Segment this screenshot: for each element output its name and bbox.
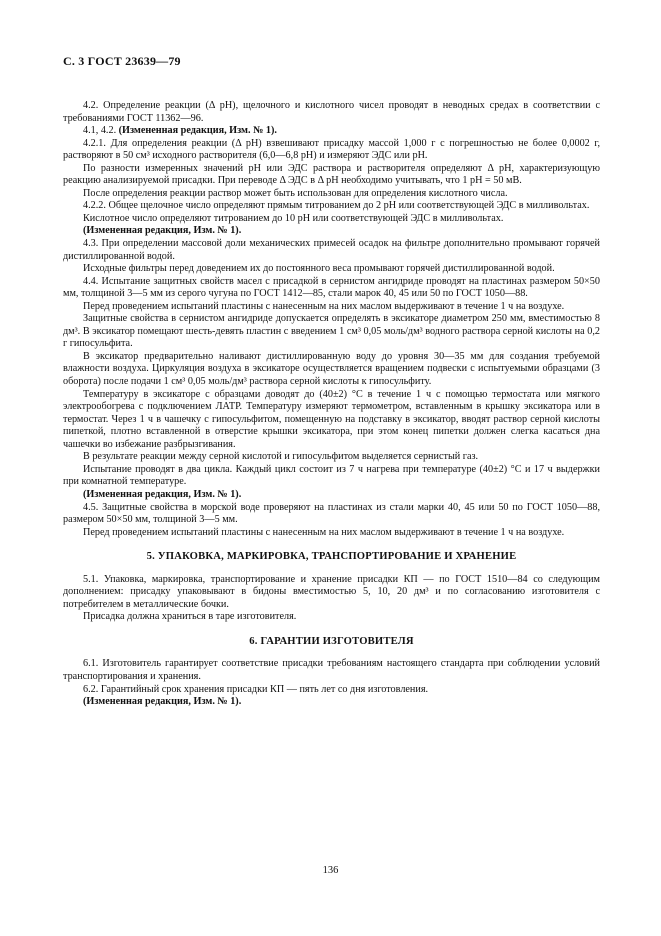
amendment-label: (Измененная редакция, Изм. № 1). xyxy=(118,125,277,137)
paragraph-temperature: Температуру в эксикаторе с образцами доводят до (40±2) °С в течение 1 ч с помощью термостата или мягкого электрообогрева с подключением ЛАТР. Температуру измеряют термометром, вставленным в крышку эксикатора или в термостат. Через 1 ч в чашечку с гипосульфитом, помещенную на подставку в эксикатор, вводят раствор серной кислоты пипеткой, плотно вставленной в отверстие крышки эксикатора, при этом конец пипетки должен слегка касаться дна чашечки во избежание разбрызгивания. xyxy=(63,388,600,450)
page-header: С. 3 ГОСТ 23639—79 xyxy=(63,54,181,68)
amendment-note: (Измененная редакция, Изм. № 1). xyxy=(83,488,242,500)
amendment-note-4-1-4-2 xyxy=(63,125,600,138)
paragraph-filters: Исходные фильтры перед доведением их до постоянного веса промывают горячей дистиллированной водой. xyxy=(83,263,555,275)
amendment-note: (Измененная редакция, Изм. № 1). xyxy=(83,696,242,708)
paragraph-ph-difference: По разности измеренных значений pH или ЭДС раствора и растворителя определяют Δ pH, характеризующую реакцию анализируемой присадки. При переводе Δ ЭДС в Δ pH необходимо учитывать, что 1 pH = 50 мВ. xyxy=(63,162,600,187)
paragraph-air-exposure: Перед проведением испытаний пластины с нанесенным на них маслом выдерживают в течение 1 ч на воздухе. xyxy=(83,300,565,312)
paragraph-storage: Присадка должна храниться в таре изготовителя. xyxy=(83,611,297,623)
paragraph-4-2-2: 4.2.2. Общее щелочное число определяют прямым титрованием до 2 pH или соответствующей ЭДС в милливольтах. xyxy=(83,200,590,212)
paragraph-reuse-solution: После определения реакции раствор может быть использован для определения кислотного числа. xyxy=(83,187,508,199)
section-6-heading: 6. ГАРАНТИИ ИЗГОТОВИТЕЛЯ xyxy=(249,635,414,647)
paragraph-reaction: В результате реакции между серной кислотой и гипосульфитом выделяется сернистый газ. xyxy=(83,451,479,463)
clause-numbers: 4.1, 4.2. xyxy=(83,125,119,137)
paragraph-4-2-1: 4.2.1. Для определения реакции (Δ pH) взвешивают присадку массой 1,000 г с погрешностью не более 0,0002 г, растворяют в 50 см³ исходного растворителя (6,0—6,8 pH) и измеряют ЭДС или pH. xyxy=(63,137,600,162)
paragraph-6-1: 6.1. Изготовитель гарантирует соответствие присадки требованиям настоящего стандарта при соблюдении условий транспортирования и хранения. xyxy=(63,658,600,682)
document-body xyxy=(63,100,600,709)
amendment-note: (Измененная редакция, Изм. № 1). xyxy=(83,225,242,237)
paragraph-4-2: 4.2. Определение реакции (Δ pH), щелочного и кислотного чисел проводят в неводных средах в соответствии с требованиями ГОСТ 11362—96. xyxy=(63,100,600,124)
paragraph-6-2: 6.2. Гарантийный срок хранения присадки КП — пять лет со дня изготовления. xyxy=(83,683,429,695)
paragraph-water-level: В эксикатор предварительно наливают дистиллированную воду до уровня 30—35 мм для создания требуемой влажности воздуха. Циркуляция воздуха в эксикаторе осуществляется вращением подвески с испытуемыми образцами (3 оборота) после подачи 1 см³ 0,05 моль/дм³ раствора серной кислоты к гипосульфиту. xyxy=(63,350,600,388)
section-5-heading: 5. УПАКОВКА, МАРКИРОВКА, ТРАНСПОРТИРОВАНИЕ И ХРАНЕНИЕ xyxy=(146,551,517,563)
paragraph-air-exposure-2: Перед проведением испытаний пластины с нанесенным на них маслом выдерживают в течение 1 ч на воздухе. xyxy=(83,526,565,538)
paragraph-acid-number: Кислотное число определяют титрованием до 10 pH или соответствующей ЭДС в милливольтах. xyxy=(83,212,504,224)
paragraph-5-1: 5.1. Упаковка, маркировка, транспортирование и хранение присадки КП — по ГОСТ 1510—84 со следующим дополнением: присадку упаковывают в бидоны вместимостью 5, 10, 20 дм³ и по согласованию изготовителя с потребителем в металлические бочки. xyxy=(63,573,600,610)
paragraph-cycles: Испытание проводят в два цикла. Каждый цикл состоит из 7 ч нагрева при температуре (40±2) °С и 17 ч выдержки при комнатной температуре. xyxy=(63,463,600,488)
paragraph-4-5: 4.5. Защитные свойства в морской воде проверяют на пластинах из стали марки 40, 45 или 50 по ГОСТ 1050—88, размером 50×50 мм, толщиной 3—5 мм. xyxy=(63,501,600,526)
paragraph-4-4: 4.4. Испытание защитных свойств масел с присадкой в сернистом ангидриде проводят на пластинах размером 50×50 мм, толщиной 3—5 мм из серого чугуна по ГОСТ 1412—85, стали марок 40, 45 или 50 по ГОСТ 1050—88. xyxy=(63,275,600,300)
page-number: 136 xyxy=(322,865,339,876)
paragraph-4-3: 4.3. При определении массовой доли механических примесей осадок на фильтре дополнительно промывают горячей дистиллированной водой. xyxy=(63,238,600,262)
paragraph-desiccator: Защитные свойства в сернистом ангидриде допускается определять в эксикаторе диаметром 250 мм, вместимостью 8 дм³. В эксикатор помещают шесть-девять пластин с введением 1 см³ 0,05 моль/дм³ водного раствора серной кислоты на 0,2 г гипосульфита. xyxy=(63,313,600,350)
